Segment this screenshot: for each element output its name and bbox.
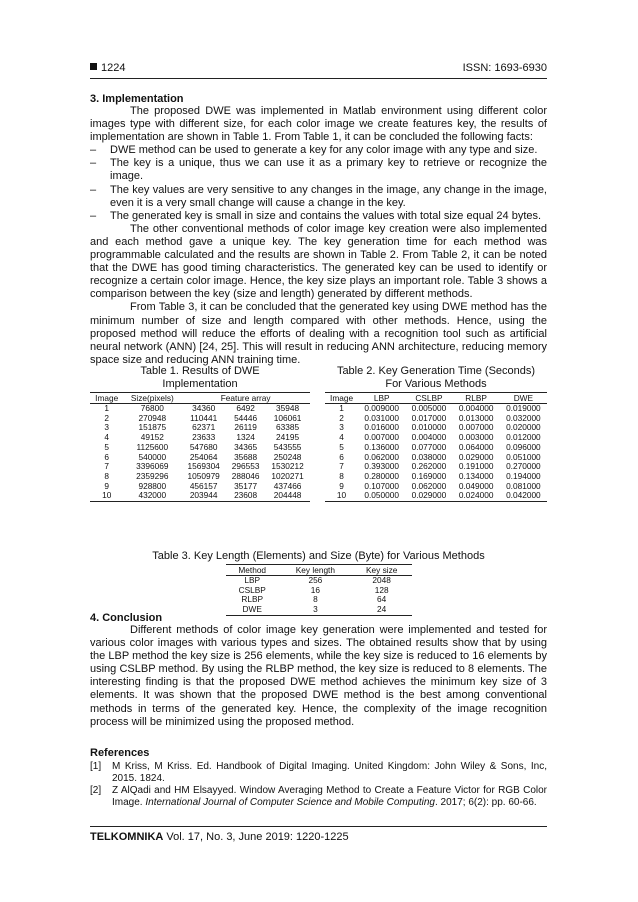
column-header: Key size xyxy=(352,565,412,576)
table-cell: 0.019000 xyxy=(506,403,541,413)
table-cell: 0.016000 xyxy=(364,422,399,433)
paragraph: Different methods of color image key generation were implemented and tested for various color images with various types and sizes. The obtained results show that by using the LBP method the key size is 256 elements, while the key size is reduced to 16 elements by using CSLBP method. By using the RLBP method, the key size is reduced to 8 elements. The interesting finding is that the proposed DWE method achieves the minimum key size of 3 elements. It was shown that the proposed DWE method is the best among conventional methods in terms of the generated key. Hence, the complexity of the image recognition process will be minimized using the proposed method. xyxy=(90,624,547,728)
table-cell: 547680 xyxy=(189,441,218,452)
table-cell: 128 xyxy=(374,584,389,595)
list-item: – The generated key is small in size and contains the values with total size equal 24 bytes. xyxy=(90,210,547,223)
table-cell: 0.136000 xyxy=(364,441,399,452)
table-cell: 254064 xyxy=(189,451,218,462)
table-cell: 0.280000 xyxy=(364,470,399,481)
implementation-section xyxy=(90,93,547,367)
table-cell: RLBP xyxy=(241,594,264,605)
reference-text: Z AlQadi and HM Elsayyed. Window Averaging Method to Create a Feature Victor for RGB Color Image. xyxy=(112,785,547,808)
table-cell: 1050979 xyxy=(187,470,220,481)
reference-number: [1] xyxy=(90,761,102,772)
table-cell: 2 xyxy=(104,412,109,423)
table-cell: 62371 xyxy=(192,422,216,433)
table-cell: 0.007000 xyxy=(364,432,399,443)
table-cell: 35688 xyxy=(234,451,258,462)
table-cell: 3 xyxy=(104,422,109,433)
table-cell: 2 xyxy=(339,412,344,423)
column-header: Method xyxy=(226,565,279,576)
table-caption: Table 2. Key Generation Time (Seconds) For Various Methods xyxy=(336,365,536,390)
table-cell: 0.004000 xyxy=(458,403,494,413)
table-cell: 24195 xyxy=(276,432,300,443)
table-cell: 8 xyxy=(104,470,109,481)
table-cell: 23608 xyxy=(226,491,265,501)
table-cell: 10 xyxy=(90,491,123,501)
table-cell: 0.029000 xyxy=(458,451,494,462)
column-header: Key length xyxy=(279,565,352,576)
paragraph: The other conventional methods of color image key creation were also implemented and each method gave a unique key. The key generation time for each method was programmable calculated and the results are shown in Table 2. From Table 2, it can be noted that the DWE has good timing characteristics. The generated key can be used to identify or recognize a certain color image. Hence, the key size plays an important role. Table 3 shows a comparison between the key (size and length) generated by different methods. xyxy=(90,222,547,301)
citation: Vol. 17, No. 3, June 2019: 1220-1225 xyxy=(166,831,349,843)
table-cell: 0.049000 xyxy=(458,480,494,491)
table-cell: 24 xyxy=(352,605,412,615)
table-cell: 0.191000 xyxy=(458,461,494,472)
table-cell: 4 xyxy=(339,432,344,443)
table-cell: 4 xyxy=(104,432,109,443)
table-cell: 0.062000 xyxy=(411,480,447,491)
table-cell: 1125600 xyxy=(136,441,169,452)
column-header: DWE xyxy=(500,393,547,404)
table-cell: 0.134000 xyxy=(458,470,494,481)
table-cell: 0.029000 xyxy=(405,491,452,501)
table-cell: 0.009000 xyxy=(364,403,399,413)
table-cell: 0.051000 xyxy=(506,451,541,462)
header-rule xyxy=(90,78,547,79)
table-cell: 250248 xyxy=(273,451,302,462)
table-cell: 110441 xyxy=(190,412,218,423)
table-cell: 456157 xyxy=(189,480,218,491)
reference-item xyxy=(90,785,547,809)
table-cell: 64 xyxy=(377,594,387,605)
table-cell: 35177 xyxy=(234,480,258,491)
table-cell: DWE xyxy=(226,605,279,615)
table-cell: 1569304 xyxy=(187,461,220,472)
column-header: Feature array xyxy=(181,393,310,404)
table-cell: 76800 xyxy=(140,403,164,413)
table-cell: 3 xyxy=(339,422,344,433)
table-cell: 3396069 xyxy=(136,461,169,472)
column-header: Image xyxy=(325,393,358,404)
table-cell: 0.031000 xyxy=(364,412,399,423)
table-cell: 540000 xyxy=(138,451,167,462)
table-cell: 0.270000 xyxy=(506,461,541,472)
table-cell: 0.169000 xyxy=(411,470,447,481)
table-cell: 63385 xyxy=(276,422,300,433)
table-cell: CSLBP xyxy=(238,584,266,595)
section-title: References xyxy=(90,747,150,759)
table-cell: 5 xyxy=(339,441,344,452)
table-body xyxy=(226,576,412,616)
table-cell: 0.007000 xyxy=(458,422,494,433)
facts-list xyxy=(90,144,547,223)
table-cell: 3 xyxy=(279,605,352,615)
table-cell: 10 xyxy=(325,491,358,501)
table-cell: 1324 xyxy=(236,432,255,443)
table-cell: 0.038000 xyxy=(411,451,447,462)
running-footer xyxy=(90,831,349,843)
table-cell: 7 xyxy=(104,461,109,472)
table-cell: 0.013000 xyxy=(458,412,494,423)
paragraph: The proposed DWE was implemented in Matlab environment using different color images type with different size, for each color image we create features key, the results of implementation are shown in Table 1. From Table 1, it can be concluded the following facts: xyxy=(90,105,547,144)
reference-number: [2] xyxy=(90,785,102,796)
table-cell: 35948 xyxy=(276,403,300,413)
table-cell: 7 xyxy=(339,461,344,472)
table-cell: 0.032000 xyxy=(506,412,541,423)
table-cell: 437466 xyxy=(273,480,302,491)
timing-table xyxy=(325,392,547,502)
reference-text: . 2017; 6(2): pp. 60-66. xyxy=(434,797,537,808)
table-cell: 8 xyxy=(313,594,318,605)
table-caption: Table 1. Results of DWE Implementation xyxy=(140,365,260,390)
table-body xyxy=(90,404,310,502)
table-cell: 0.017000 xyxy=(411,412,447,423)
table-cell: 9 xyxy=(339,480,344,491)
reference-item xyxy=(90,761,547,785)
table-cell: 296553 xyxy=(231,461,260,472)
paragraph: From Table 3, it can be concluded that the generated key using DWE method has the minimum number of size and length compared with other methods. Hence, using the proposed method will reduce the efforts of dealing with a recognition tool such as artificial neural network (ANN) [24, 25]. This will result in reducing ANN architecture, reducing memory space size and reducing ANN training time. xyxy=(90,301,547,366)
table-cell: 270948 xyxy=(138,412,167,423)
table-cell: 49152 xyxy=(140,432,164,443)
table-cell: 543555 xyxy=(273,441,302,452)
table-cell: 8 xyxy=(339,470,344,481)
table-cell: 54446 xyxy=(234,412,258,423)
table-cell: 0.005000 xyxy=(411,403,447,413)
column-header: LBP xyxy=(358,393,405,404)
table-row xyxy=(90,491,310,501)
table-row xyxy=(325,491,547,501)
table-cell: 34360 xyxy=(192,403,216,413)
footer-rule xyxy=(90,826,547,827)
table-cell: 6492 xyxy=(236,403,255,413)
table-cell: 0.262000 xyxy=(411,461,447,472)
table-body xyxy=(325,404,547,502)
table-cell: 0.010000 xyxy=(411,422,447,433)
column-header: Image xyxy=(90,393,123,404)
table-cell: 151875 xyxy=(138,422,167,433)
references-section xyxy=(90,747,547,809)
table-cell: 0.012000 xyxy=(506,432,541,443)
table-cell: 928800 xyxy=(138,480,167,491)
table-cell: 0.077000 xyxy=(411,441,447,452)
table-cell: 1 xyxy=(104,403,109,413)
table-cell: 256 xyxy=(308,575,323,585)
column-header: RLBP xyxy=(453,393,500,404)
issn: ISSN: 1693-6930 xyxy=(462,62,547,74)
list-item: – The key is a unique, thus we can use it as a primary key to retrieve or recognize the image. xyxy=(90,157,547,183)
table-cell: 5 xyxy=(104,441,109,452)
table-cell: 0.020000 xyxy=(506,422,541,433)
table-cell: 0.042000 xyxy=(500,491,547,501)
square-bullet-icon xyxy=(90,63,97,70)
list-item: – The key values are very sensitive to any changes in the image, any change in the image, even it is a very small change will cause a change in the key. xyxy=(90,184,547,210)
table-cell: 9 xyxy=(104,480,109,491)
journal-name: International Journal of Computer Science and Mobile Computing xyxy=(145,797,435,808)
table-cell: 6 xyxy=(104,451,109,462)
column-header: Size(pixels) xyxy=(123,393,181,404)
conclusion-section xyxy=(90,612,547,729)
table-caption: Table 3. Key Length (Elements) and Size (Byte) for Various Methods xyxy=(152,550,485,562)
table-cell: 34365 xyxy=(234,441,258,452)
table-cell: 1530212 xyxy=(271,461,304,472)
table-cell: 26119 xyxy=(234,422,257,433)
table-cell: 2048 xyxy=(372,575,391,585)
list-item: – DWE method can be used to generate a key for any color image with any type and size. xyxy=(90,144,547,157)
table-cell: 203944 xyxy=(181,491,226,501)
table-3 xyxy=(90,550,547,616)
table-cell: 0.081000 xyxy=(506,480,541,491)
table-cell: 6 xyxy=(339,451,344,462)
table-1 xyxy=(90,365,310,502)
section-title: 3. Implementation xyxy=(90,93,184,105)
section-title: 4. Conclusion xyxy=(90,612,163,624)
table-cell: 23633 xyxy=(192,432,216,443)
table-cell: 0.064000 xyxy=(458,441,494,452)
table-cell: 0.050000 xyxy=(358,491,405,501)
table-cell: 0.194000 xyxy=(506,470,541,481)
table-2 xyxy=(325,365,547,502)
table-cell: 204448 xyxy=(265,491,310,501)
table-cell: 288046 xyxy=(231,470,260,481)
page-number: 1224 xyxy=(101,62,126,74)
reference-text: M Kriss, M Kriss. Ed. Handbook of Digital Imaging. United Kingdom: John Wiley & Sons, Inc, 2015. 1824. xyxy=(112,761,547,784)
column-header: CSLBP xyxy=(405,393,452,404)
table-cell: 432000 xyxy=(123,491,181,501)
table-cell: 0.004000 xyxy=(411,432,447,443)
table-cell: 1 xyxy=(339,403,344,413)
journal-name: TELKOMNIKA xyxy=(90,831,164,843)
table-cell: LBP xyxy=(244,575,261,585)
table-cell: 1020271 xyxy=(271,470,304,481)
results-table xyxy=(90,392,310,502)
table-cell: 106061 xyxy=(273,412,302,423)
table-cell: 0.107000 xyxy=(364,480,399,491)
table-cell: 0.393000 xyxy=(364,461,399,472)
table-cell: 0.096000 xyxy=(506,441,541,452)
key-size-table xyxy=(226,564,412,616)
table-cell: 2359296 xyxy=(136,470,169,481)
table-cell: 0.024000 xyxy=(453,491,500,501)
table-cell: 0.062000 xyxy=(364,451,399,462)
table-cell: 16 xyxy=(310,584,320,595)
table-cell: 0.003000 xyxy=(458,432,494,443)
